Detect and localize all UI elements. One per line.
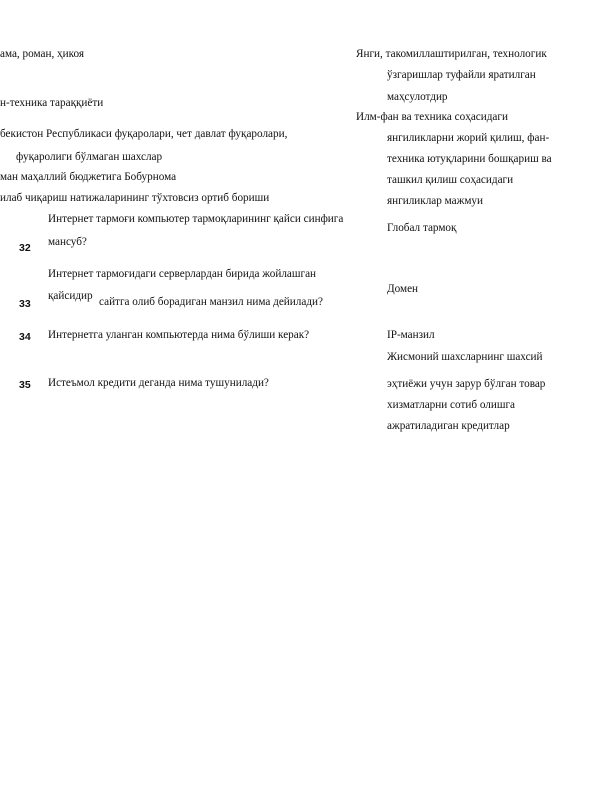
right-text-line: ўзгаришлар туфайли яратилган bbox=[387, 69, 536, 81]
left-text-line: ман маҳаллий бюджетига Бобурнома bbox=[0, 171, 177, 183]
left-text-line: фуқаролиги бўлмаган шахслар bbox=[16, 151, 163, 163]
right-text-line: ташкил қилиш соҳасидаги bbox=[387, 174, 514, 186]
right-text-line: маҳсулотдир bbox=[387, 91, 448, 103]
question-number: 32 bbox=[19, 242, 31, 254]
left-text-line: илаб чиқариш натижаларининг тўхтовсиз ортиб бориши bbox=[0, 192, 270, 204]
question-text: Интернетга уланган компьютерда нима бўлиши керак? bbox=[48, 329, 310, 341]
answer-text: Жисмоний шахсларнинг шахсий bbox=[387, 351, 543, 363]
question-text: Интернет тармоғи компьютер тармоқларининг қайси синфига bbox=[48, 213, 344, 225]
question-text: сайтга олиб борадиган манзил нима дейилади? bbox=[99, 296, 323, 308]
answer-text: IP-манзил bbox=[387, 329, 435, 341]
question-number: 34 bbox=[19, 331, 31, 343]
right-text-line: Янги, такомиллаштирилган, технологик bbox=[356, 48, 547, 60]
right-text-line: янгиликлар мажмуи bbox=[387, 195, 484, 207]
left-text-line: ама, роман, ҳикоя bbox=[0, 48, 85, 60]
question-number: 33 bbox=[19, 298, 31, 310]
question-number: 35 bbox=[19, 379, 31, 391]
question-text: Интернет тармоғидаги серверлардан бирида жойлашган bbox=[48, 268, 317, 280]
question-text: Истеъмол кредити деганда нима тушунилади? bbox=[48, 377, 269, 389]
question-text: мансуб? bbox=[48, 236, 87, 248]
answer-text: ажратиладиган кредитлар bbox=[387, 420, 510, 432]
question-text: қайсидир bbox=[48, 290, 93, 302]
left-text-line: бекистон Республикаси фуқаролари, чет давлат фуқаролари, bbox=[0, 128, 288, 140]
right-text-line: янгиликларни жорий қилиш, фан- bbox=[387, 132, 550, 144]
answer-text: Глобал тармоқ bbox=[387, 222, 457, 234]
right-text-line: Илм-фан ва техника соҳасидаги bbox=[356, 111, 508, 123]
left-text-line: н-техника тараққиёти bbox=[0, 97, 104, 109]
right-text-line: техника ютуқларини бошқариш ва bbox=[387, 153, 552, 165]
answer-text: хизматларни сотиб олишга bbox=[387, 399, 516, 411]
answer-text: эҳтиёжи учун зарур бўлган товар bbox=[387, 378, 546, 390]
answer-text: Домен bbox=[387, 283, 419, 295]
